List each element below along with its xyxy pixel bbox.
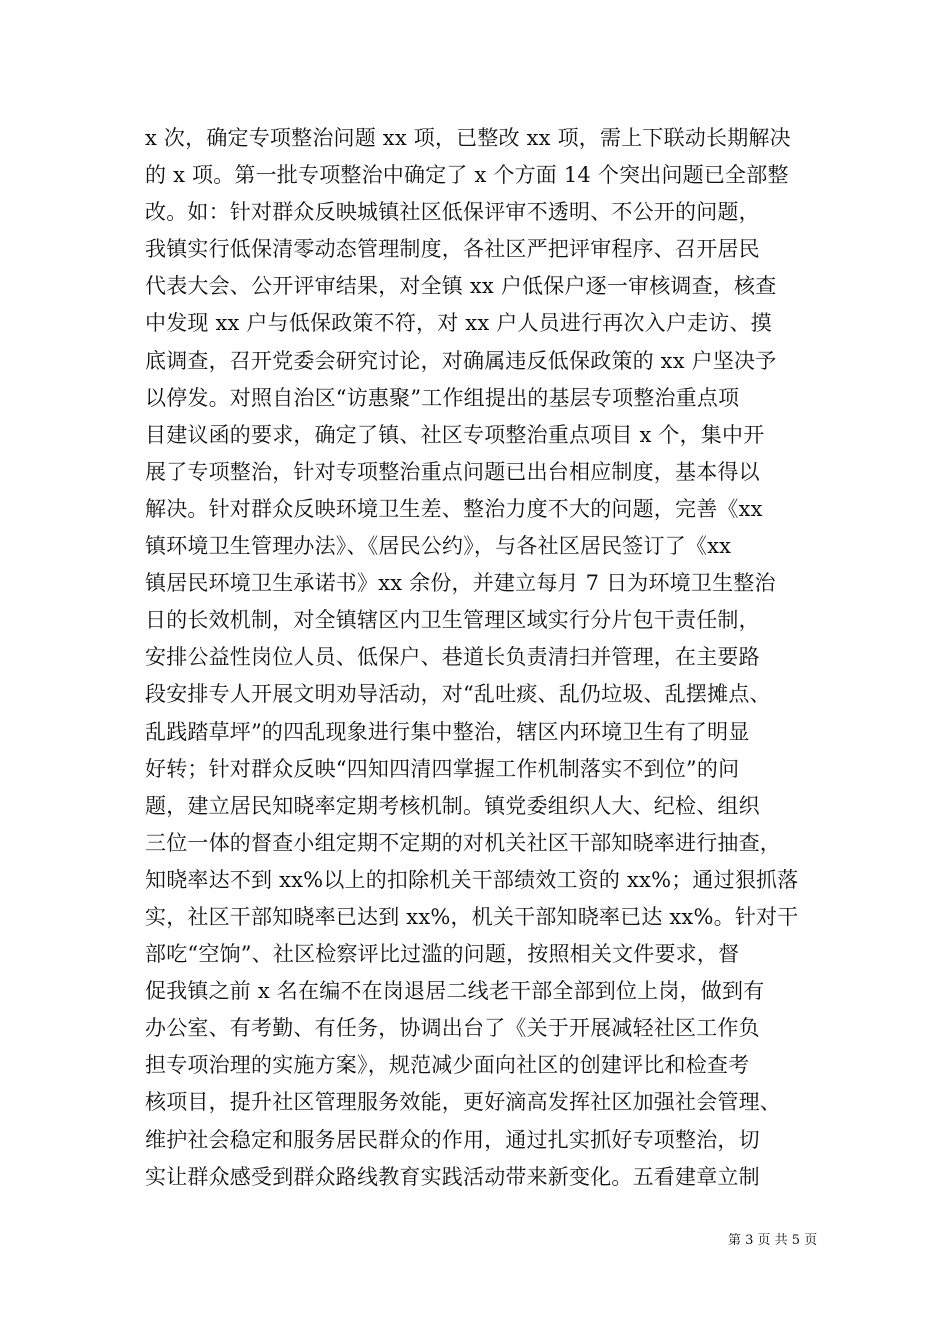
text-line: 改。如：针对群众反映城镇社区低保评审不透明、不公开的问题， — [145, 200, 760, 225]
text-line: 镇居民环境卫生承诺书》xx 余份，并建立每月 7 日为环境卫生整治 — [145, 571, 776, 596]
text-line: 办公室、有考勤、有任务，协调出台了《关于开展减轻社区工作负 — [145, 1016, 760, 1041]
text-line: 部吃“空饷”、社区检察评比过滥的问题，按照相关文件要求，督 — [145, 942, 740, 967]
text-line: 目建议函的要求，确定了镇、社区专项整治重点项目 x 个，集中开 — [145, 422, 765, 447]
text-line: 代表大会、公开评审结果，对全镇 xx 户低保户逐一审核调查，核查 — [145, 274, 777, 299]
text-line: 担专项治理的实施方案》，规范减少面向社区的创建评比和检查考 — [145, 1053, 750, 1078]
text-line: 核项目，提升社区管理服务效能，更好滴高发挥社区加强社会管理、 — [145, 1090, 781, 1115]
text-line: 促我镇之前 x 名在编不在岗退居二线老干部全部到位上岗，做到有 — [145, 979, 765, 1004]
text-line: 我镇实行低保清零动态管理制度，各社区严把评审程序、召开居民 — [145, 237, 760, 262]
text-line: 安排公益性岗位人员、低保户、巷道长负责清扫并管理，在主要路 — [145, 645, 760, 670]
text-line: 好转；针对群众反映“四知四清四掌握工作机制落实不到位”的问 — [145, 756, 740, 781]
text-line: 题，建立居民知晓率定期考核机制。镇党委组织人大、纪检、组织 — [145, 793, 760, 818]
text-line: 段安排专人开展文明劝导活动，对“乱吐痰、乱仍垃圾、乱摆摊点、 — [145, 682, 771, 707]
text-line: 的 x 项。第一批专项整治中确定了 x 个方面 14 个突出问题已全部整 — [145, 163, 789, 188]
text-line: 镇环境卫生管理办法》、《居民公约》，与各社区居民签订了《xx — [145, 534, 732, 559]
body-text — [145, 120, 805, 1196]
text-line: 知晓率达不到 xx%以上的扣除机关干部绩效工资的 xx%；通过狠抓落 — [145, 867, 799, 892]
text-line: 实，社区干部知晓率已达到 xx%，机关干部知晓率已达 xx%。针对干 — [145, 904, 799, 929]
text-line: 底调查，召开党委会研究讨论，对确属违反低保政策的 xx 户坚决予 — [145, 348, 777, 373]
text-line: 日的长效机制，对全镇辖区内卫生管理区域实行分片包干责任制， — [145, 608, 760, 633]
text-line: 维护社会稳定和服务居民群众的作用，通过扎实抓好专项整治，切 — [145, 1127, 760, 1152]
page-number-footer: 第 3 页 共 5 页 — [728, 1233, 818, 1248]
text-line: 以停发。对照自治区“访惠聚”工作组提出的基层专项整治重点项 — [145, 385, 740, 410]
text-line: 实让群众感受到群众路线教育实践活动带来新变化。五看建章立制 — [145, 1164, 760, 1189]
text-line: 中发现 xx 户与低保政策不符，对 xx 户人员进行再次入户走访、摸 — [145, 311, 772, 336]
text-line: 三位一体的督查小组定期不定期的对机关社区干部知晓率进行抽查， — [145, 830, 781, 855]
text-line: 解决。针对群众反映环境卫生差、整治力度不大的问题，完善《xx — [145, 496, 763, 521]
text-line: 展了专项整治，针对专项整治重点问题已出台相应制度，基本得以 — [145, 459, 760, 484]
text-line: 乱践踏草坪”的四乱现象进行集中整治，辖区内环境卫生有了明显 — [145, 719, 750, 744]
text-line: x 次，确定专项整治问题 xx 项，已整改 xx 项，需上下联动长期解决 — [145, 126, 791, 150]
